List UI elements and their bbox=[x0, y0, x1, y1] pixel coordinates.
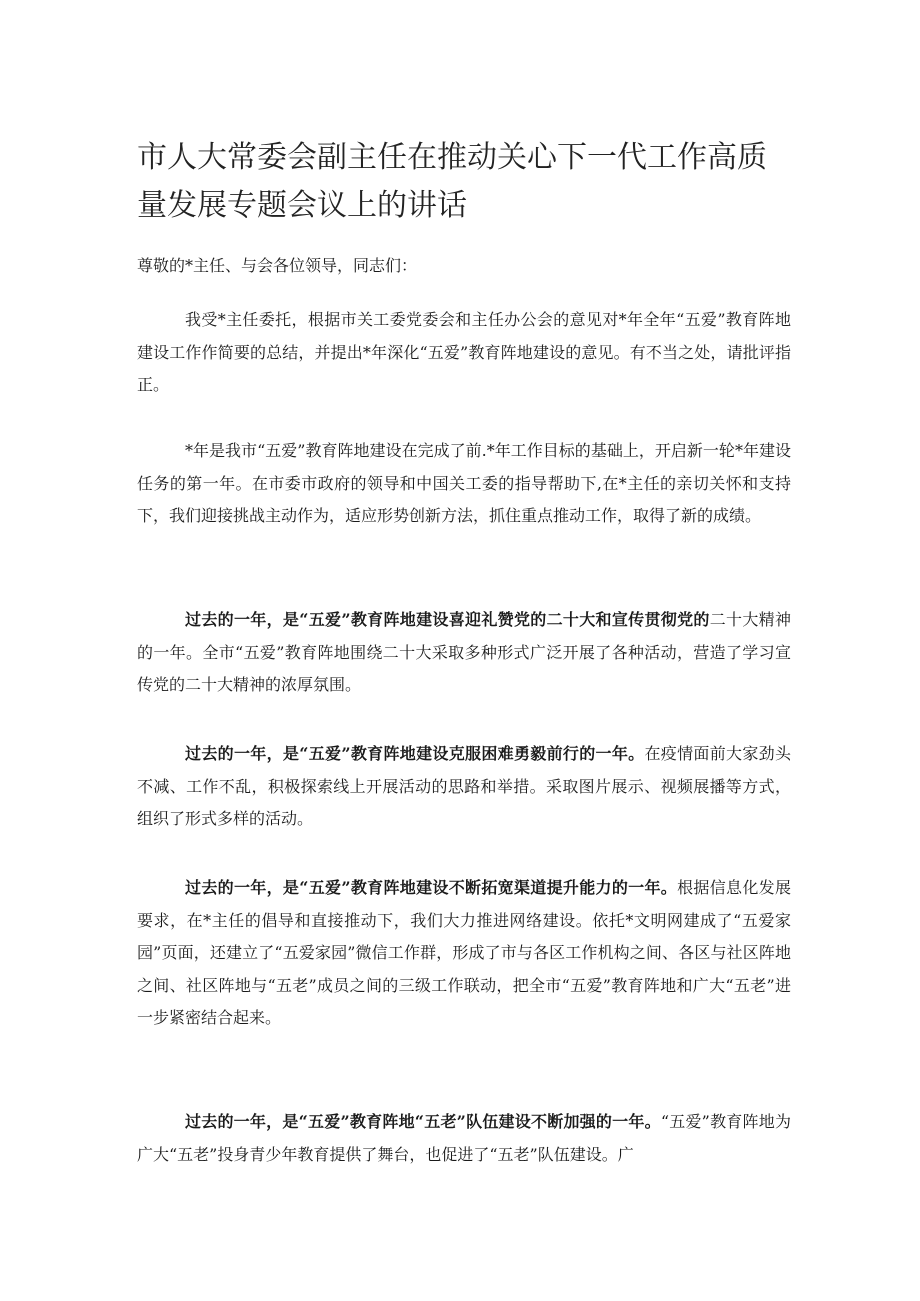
salutation: 尊敬的*主任、与会各位领导，同志们： bbox=[137, 256, 418, 275]
paragraph-lead: 过去的一年，是“五爱”教育阵地建设克服困难勇毅前行的一年。 bbox=[185, 744, 645, 763]
paragraph-achievement-1 bbox=[137, 604, 791, 702]
paragraph-lead: 过去的一年，是“五爱”教育阵地“五老”队伍建设不断加强的一年。 bbox=[185, 1112, 661, 1131]
paragraph-text: “五爱”教育阵地为广大“五老”投身青少年教育提供了舞台，也促进了“五老”队伍建设。广 bbox=[137, 1112, 791, 1164]
paragraph-text: 二十大精神的一年。全市“五爱”教育阵地围绕二十大采取多种形式广泛开展了各种活动，营造了学习宣传党的二十大精神的浓厚氛围。 bbox=[137, 610, 791, 694]
paragraph-text: 在疫情面前大家劲头不减、工作不乱，积极探索线上开展活动的思路和举措。采取图片展示、视频展播等方式，组织了形式多样的活动。 bbox=[137, 744, 791, 828]
paragraph-achievement-2 bbox=[137, 738, 791, 836]
paragraph-text: 根据信息化发展要求，在*主任的倡导和直接推动下，我们大力推进网络建设。依托*文明网建成了“五爱家园”页面，还建立了“五爱家园”微信工作群，形成了市与各区工作机构之间、各区与社区阵地之间、社区阵地与“五老”成员之间的三级工作联动，把全市“五爱”教育阵地和广大“五老”进一步紧密结合起来。 bbox=[137, 878, 791, 1027]
paragraph-lead: 过去的一年，是“五爱”教育阵地建设喜迎礼赞党的二十大和宣传贯彻党的 bbox=[185, 610, 710, 629]
paragraph-achievement-4 bbox=[137, 1106, 791, 1171]
paragraph-intro bbox=[137, 304, 791, 402]
paragraph-text: 我受*主任委托，根据市关工委党委会和主任办公会的意见对*年全年“五爱”教育阵地建设工作作简要的总结，并提出*年深化“五爱”教育阵地建设的意见。有不当之处，请批评指正。 bbox=[137, 310, 791, 394]
paragraph-text: *年是我市“五爱”教育阵地建设在完成了前.*年工作目标的基础上，开启新一轮*年建设任务的第一年。在市委市政府的领导和中国关工委的指导帮助下,在*主任的亲切关怀和支持下，我们迎接挑战主动作为，适应形势创新方法，抓住重点推动工作，取得了新的成绩。 bbox=[137, 441, 791, 525]
document-title: 市人大常委会副主任在推动关心下一代工作高质量发展专题会议上的讲话 bbox=[137, 140, 767, 223]
paragraph-achievement-3 bbox=[137, 872, 791, 1035]
paragraph-lead: 过去的一年，是“五爱”教育阵地建设不断拓宽渠道提升能力的一年。 bbox=[185, 878, 678, 897]
paragraph-overview bbox=[137, 435, 791, 533]
